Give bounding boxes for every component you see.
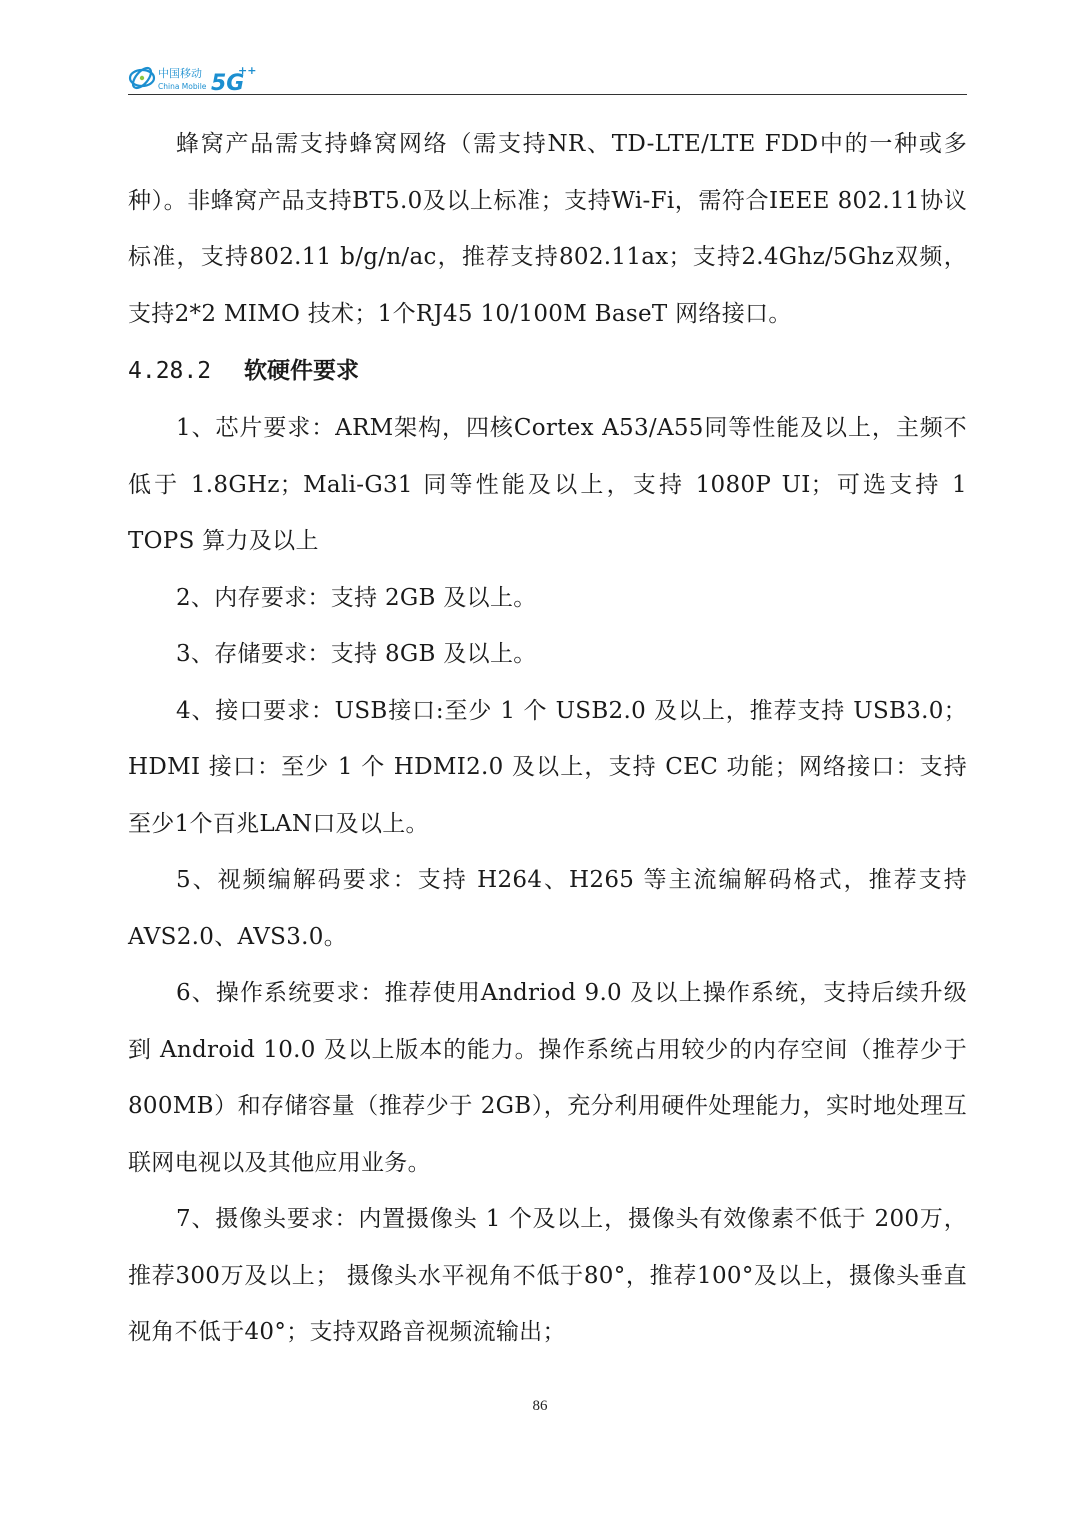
requirement-item-os: 6、操作系统要求：推荐使用Andriod 9.0 及以上操作系统，支持后续升级到 Android 10.0 及以上版本的能力。操作系统占用较少的内存空间（推荐少于 800MB）和存储容量（推荐少于 2GB），充分利用硬件处理能力，实时地处理互联网电视以及其他应用业务。: [128, 980, 967, 1176]
intro-paragraph: 蜂窝产品需支持蜂窝网络（需支持NR、TD-LTE/LTE FDD中的一种或多种）。非蜂窝产品支持BT5.0及以上标准；支持Wi-Fi，需符合IEEE 802.11协议标准，支持802.11 b/g/n/ac，推荐支持802.11ax；支持2.4Ghz/5Ghz双频，支持2*2 MIMO 技术；1个RJ45 10/100M BaseT 网络接口。: [128, 131, 967, 327]
requirement-item-storage: 3、存储要求：支持 8GB 及以上。: [176, 641, 537, 667]
china-mobile-emblem-icon: [130, 65, 155, 91]
page-number: 86: [532, 1398, 548, 1414]
requirement-item-chip: 1、芯片要求：ARM架构，四核Cortex A53/A55同等性能及以上，主频不低于 1.8GHz；Mali-G31 同等性能及以上，支持 1080P UI；可选支持 1 TOPS 算力及以上: [128, 415, 967, 554]
header-divider: [128, 94, 967, 95]
requirement-item-memory: 2、内存要求：支持 2GB 及以上。: [176, 584, 537, 611]
logo-5g-badge: 5G: [211, 71, 245, 94]
logo-plus-text: ++: [238, 64, 257, 77]
section-title: 软硬件要求: [244, 358, 359, 384]
section-heading: [128, 342, 967, 400]
requirement-item-interface: 4、接口要求：USB接口:至少 1 个 USB2.0 及以上，推荐支持 USB3.0；HDMI 接口：至少 1 个 HDMI2.0 及以上，支持 CEC 功能；网络接口：支持至少1个百兆LAN口及以上。: [128, 697, 967, 837]
logo-cn-text: 中国移动: [158, 67, 202, 80]
requirement-item-camera: 7、摄像头要求：内置摄像头 1 个及以上，摄像头有效像素不低于 200万，推荐300万及以上； 摄像头水平视角不低于80°，推荐100°及以上，摄像头垂直视角不低于40°；支持双路音视频流输出；: [128, 1206, 967, 1345]
china-mobile-logo: [128, 60, 268, 94]
logo-en-text: China Mobile: [158, 82, 207, 91]
page-header: [128, 58, 967, 95]
requirement-item-video-codec: 5、视频编解码要求：支持 H264、H265 等主流编解码格式，推荐支持AVS2.0、AVS3.0。: [128, 867, 967, 950]
section-number: 4.28.2: [128, 358, 212, 384]
document-body: [128, 116, 967, 1361]
